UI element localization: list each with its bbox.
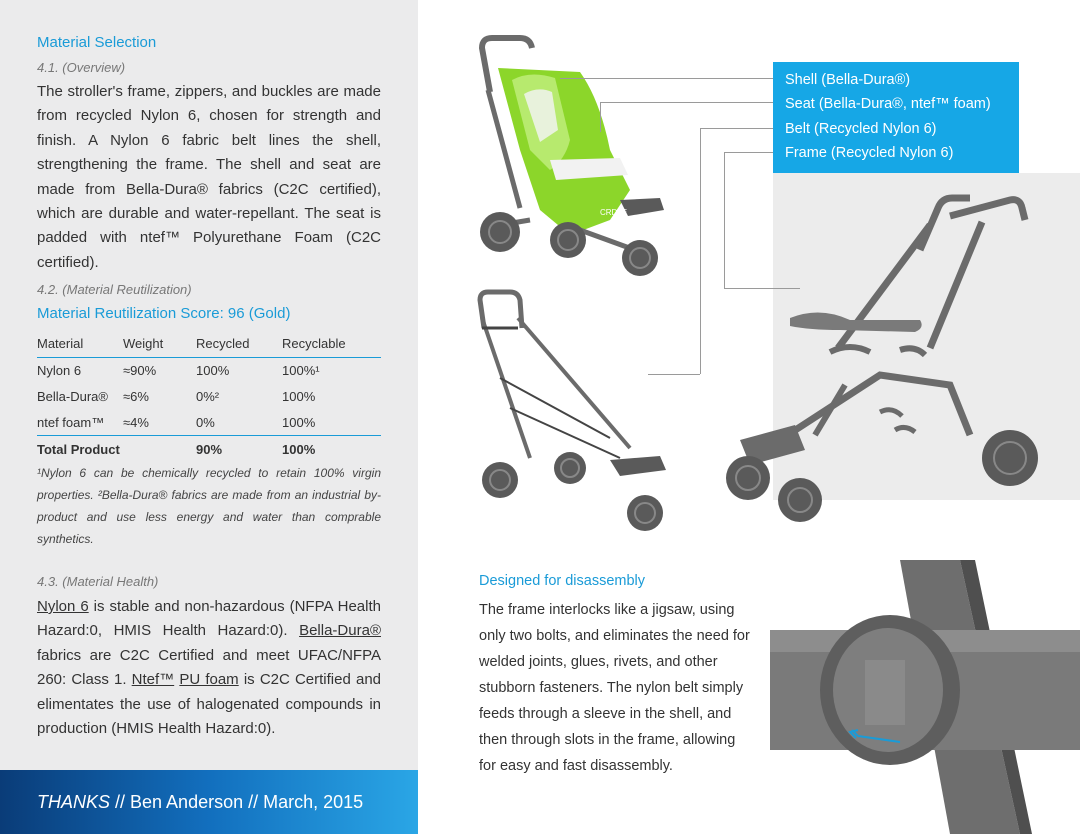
leader-line-frame (724, 152, 773, 153)
table-cell: Bella-Dura® (37, 388, 108, 404)
ntef-link-text: Ntef™ (131, 671, 175, 689)
disassembly-paragraph: The frame interlocks like a jigsaw, using only two bolts, and eliminates the need for welded joints, glues, rivets, and other stubborn fasteners. The nylon belt simply feeds through a sleeve in the shell, and then through slots in the frame, allowing for easy and fast disassembly. (479, 602, 750, 774)
footer-credit (37, 792, 363, 813)
material-table (37, 331, 381, 462)
table-cell: 0%² (196, 388, 220, 404)
exploded-stroller-image (720, 180, 1060, 530)
callout-frame: Frame (Recycled Nylon 6) (785, 145, 954, 161)
reutilization-label: 4.2. (Material Reutilization) (37, 282, 192, 297)
table-cell: ntef foam™ (37, 414, 105, 430)
table-cell: Nylon 6 (37, 363, 82, 379)
table-cell: 0% (196, 414, 215, 430)
material-selection-heading: Material Selection (37, 34, 157, 51)
table-header-row (37, 331, 381, 357)
leader-line-seat-drop (600, 102, 601, 132)
leader-line-shell (560, 78, 773, 79)
component-callout (773, 62, 1019, 173)
table-cell: 100% (282, 441, 316, 457)
health-text-3: is C2C Certified and elimentates the use of halogenated compounds in production (HMIS Health Hazard:0). (37, 671, 382, 738)
leader-line-belt (700, 128, 773, 129)
leader-line-belt-end (648, 374, 700, 375)
leader-line-belt-drop (700, 128, 701, 374)
reutilization-score: Material Reutilization Score: 96 (Gold) (37, 305, 291, 322)
footer-author-date: // Ben Anderson // March, 2015 (110, 792, 364, 812)
table-cell: 100% (282, 414, 316, 430)
leader-line-seat (600, 102, 773, 103)
pu-foam-link-text: PU foam (179, 671, 239, 689)
table-cell: ≈4% (123, 414, 149, 430)
callout-belt: Belt (Recycled Nylon 6) (785, 121, 937, 137)
joint-closeup-image (770, 560, 1080, 834)
table-total-row (37, 436, 381, 462)
table-cell: 100% (282, 388, 316, 404)
table-row (37, 384, 381, 410)
callout-seat: Seat (Bella-Dura®, ntef™ foam) (785, 96, 991, 112)
health-label: 4.3. (Material Health) (37, 574, 159, 589)
overview-label: 4.1. (Overview) (37, 60, 126, 75)
col-recycled: Recycled (196, 336, 250, 352)
leader-line-frame-drop (724, 152, 725, 288)
overview-paragraph: The stroller's frame, zippers, and buckles are made from recycled Nylon 6, chosen for strength and finish. A Nylon 6 fabric belt lines the shell, strengthening the frame. The shell and seat are made from Bella-Dura® fabrics (C2C certified), which are durable and water-repellant. The seat is padded with ntef™ Polyurethane Foam (C2C certified). (37, 83, 381, 271)
assembled-stroller-image (460, 30, 700, 280)
table-footnote: ¹Nylon 6 can be chemically recycled to retain 100% virgin properties. ²Bella-Dura® fabrics are made from an industrial by-product and use less energy and water than comprable synthetics. (37, 466, 381, 546)
table-cell (123, 436, 196, 462)
disassembly-heading: Designed for disassembly (479, 573, 646, 589)
col-recyclable: Recyclable (282, 336, 346, 352)
table-cell: ≈90% (123, 363, 157, 379)
table-cell: ≈6% (123, 388, 149, 404)
table-row (37, 409, 381, 435)
col-weight: Weight (123, 336, 164, 352)
frame-stroller-image (470, 288, 690, 538)
health-text-2: fabrics are C2C Certified and meet UFAC/NFPA 260: Class 1. (37, 646, 381, 689)
stroller-logo: CRDLE (600, 208, 628, 217)
table-row (37, 357, 381, 383)
table-cell: 90% (196, 441, 223, 457)
health-paragraph (37, 595, 381, 741)
footer-banner (0, 770, 418, 834)
nylon-link-text: Nylon 6 (37, 598, 89, 615)
table-cell: Total Product (37, 441, 120, 457)
footer-thanks: THANKS (37, 792, 111, 812)
col-material: Material (37, 336, 84, 352)
table-cell: 100% (196, 363, 230, 379)
leader-line-frame-end (724, 288, 800, 289)
bella-link-text: Bella-Dura® (299, 622, 381, 640)
table-cell: 100%¹ (282, 363, 320, 379)
callout-shell: Shell (Bella-Dura®) (785, 72, 911, 88)
health-text-1: is stable and non-hazardous (NFPA Health Hazard:0, HMIS Health Hazard:0). (37, 598, 381, 640)
